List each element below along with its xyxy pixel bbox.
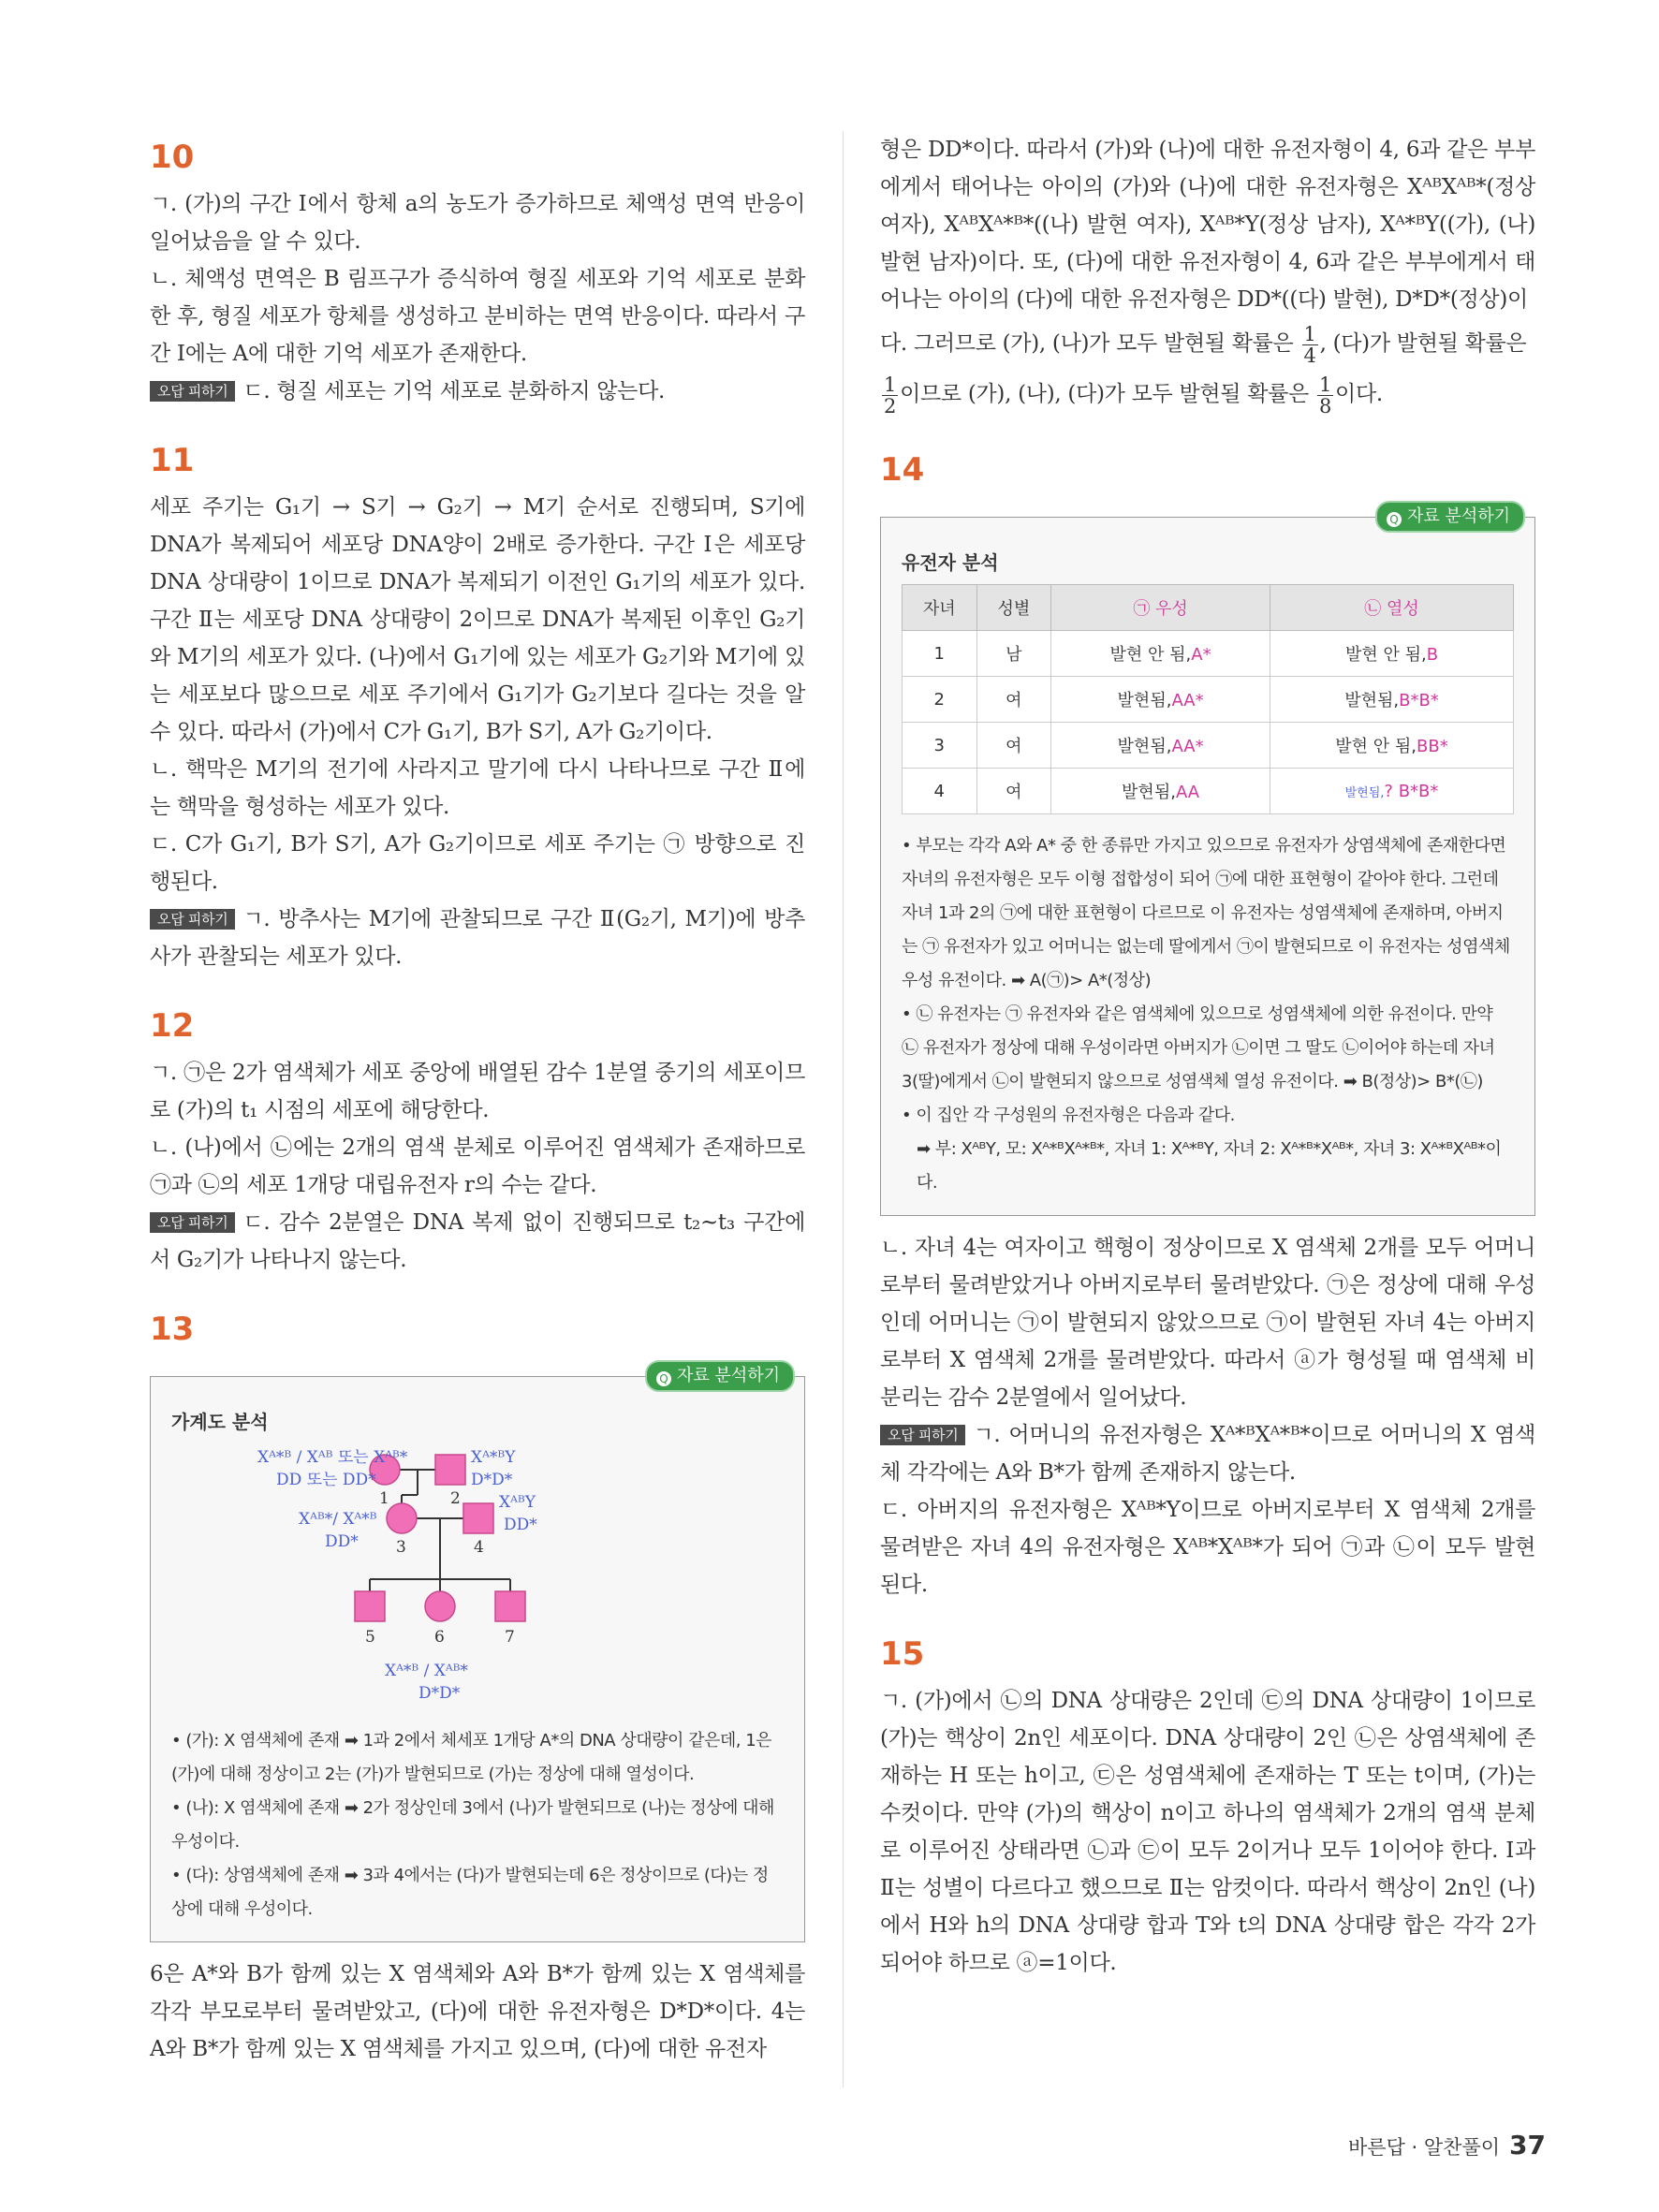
cell-text: 발현됨, bbox=[1117, 691, 1172, 710]
fraction-1-2 bbox=[882, 374, 898, 417]
box-title: 가계도 분석 bbox=[171, 1411, 269, 1433]
female-6 bbox=[425, 1591, 455, 1621]
cell-dominant bbox=[1051, 769, 1270, 814]
pedigree-svg bbox=[171, 1443, 784, 1715]
data-analysis-badge bbox=[645, 1360, 795, 1392]
q13-cont-text-b: , (다)가 발현될 확률은 bbox=[1319, 331, 1527, 356]
female-3 bbox=[387, 1503, 417, 1533]
label-1-d: DD 또는 DD* bbox=[276, 1471, 376, 1489]
label-1-x: Xᴬ*ᴮ / Xᴬᴮ 또는 Xᴬᴮ* bbox=[257, 1448, 408, 1467]
label-2-d: D*D* bbox=[471, 1471, 513, 1489]
num-7: 7 bbox=[505, 1628, 515, 1647]
cell-text: 발현 안 됨, bbox=[1109, 645, 1192, 665]
cell-child: 1 bbox=[903, 631, 977, 677]
header-sex: 성별 bbox=[976, 585, 1051, 631]
wrong-answer-tag: 오답 피하기 bbox=[150, 909, 235, 930]
q10-para-1: ㄱ. (가)의 구간 Ⅰ에서 항체 a의 농도가 증가하므로 체액성 면역 반응이 일어났음을 알 수 있다. bbox=[150, 192, 805, 254]
cell-text: 발현됨, bbox=[1344, 785, 1385, 800]
q13-cont-text-d: 이다. bbox=[1335, 382, 1383, 406]
label-4-x: XᴬᴮY bbox=[499, 1493, 536, 1512]
num-3: 3 bbox=[396, 1538, 406, 1557]
box-title: 유전자 분석 bbox=[902, 551, 999, 574]
gene-analysis-box bbox=[880, 506, 1535, 1216]
frac-den: 2 bbox=[884, 394, 897, 417]
cell-genotype: B*B* bbox=[1399, 691, 1439, 710]
cell-dominant bbox=[1051, 677, 1270, 723]
gene-table bbox=[902, 584, 1514, 814]
cell-child: 2 bbox=[903, 677, 977, 723]
table-row bbox=[903, 631, 1514, 677]
q11-para-1: 세포 주기는 G₁기 → S기 → G₂기 → M기 순서로 진행되며, S기에 DNA가 복제되어 세포당 DNA양이 2배로 증가한다. 구간 Ⅰ은 세포당 DNA 상대량이 1이므로 DNA가 복제되기 이전인 G₁기의 세포가 있다. 구간 Ⅱ는 세포당 DNA 상대량이 2이므로 DNA가 복제된 이후인 G₂기와 M기의 세포가 있다. (나)에서 G₁기에 있는 세포가 G₂기와 M기에 있는 세포보다 많으므로 세포 주기에서 G₁기가 G₂기보다 길다는 것을 알 수 있다. 따라서 (가)에서 C가 G₁기, B가 S기, A가 G₂기이다. bbox=[150, 495, 805, 744]
pedigree-analysis-box bbox=[150, 1366, 805, 1942]
q11-para-4-text: ㄱ. 방추사는 M기에 관찰되므로 구간 Ⅱ(G₂기, M기)에 방추사가 관찰되는 세포가 있다. bbox=[150, 907, 805, 969]
cell-genotype: AA* bbox=[1171, 737, 1204, 756]
num-4: 4 bbox=[474, 1538, 484, 1557]
label-4-d: DD* bbox=[504, 1516, 537, 1534]
wrong-answer-tag: 오답 피하기 bbox=[150, 1212, 235, 1233]
data-analysis-badge bbox=[1375, 501, 1525, 533]
q13-cont-para-2 bbox=[880, 318, 1535, 369]
male-2 bbox=[435, 1455, 465, 1485]
frac-num: 1 bbox=[1303, 322, 1316, 345]
cell-text: 발현 안 됨, bbox=[1344, 645, 1427, 665]
cell-text: 발현됨, bbox=[1117, 737, 1172, 756]
male-5 bbox=[355, 1591, 385, 1621]
q13-bullet-1: • (가): X 염색체에 존재 ➡ 1과 2에서 체세포 1개당 A*의 DNA 상대량이 같은데, 1은 (가)에 대해 정상이고 2는 (가)가 발현되므로 (가)는 정상에 대해 열성이다. bbox=[171, 1731, 772, 1784]
cell-genotype: BB* bbox=[1417, 737, 1448, 756]
cell-sex: 남 bbox=[976, 631, 1051, 677]
cell-dominant bbox=[1051, 723, 1270, 769]
table-row bbox=[903, 677, 1514, 723]
cell-recessive bbox=[1270, 723, 1514, 769]
cell-recessive bbox=[1270, 631, 1514, 677]
male-7 bbox=[495, 1591, 525, 1621]
q15-para-1: ㄱ. (가)에서 ㉡의 DNA 상대량은 2인데 ㉢의 DNA 상대량이 1이므로 (가)는 핵상이 2n인 세포이다. DNA 상대량이 2인 ㉡은 상염색체에 존재하는 H 또는 h이고, ㉢은 성염색체에 존재하는 T 또는 t이며, (가)는 수컷이다. 만약 (가)의 핵상이 n이고 하나의 염색체가 2개의 염색 분체로 이루어진 상태라면 ㉡과 ㉢이 모두 2이거나 모두 1이어야 한다. Ⅰ과 Ⅱ는 성별이 다르다고 했으므로 Ⅱ는 암컷이다. 따라서 핵상이 2n인 (나)에서 H와 h의 DNA 상대량 합과 T와 t의 DNA 상대량 합은 각각 2가 되어야 하므로 ⓐ=1이다. bbox=[880, 1689, 1535, 1975]
num-2: 2 bbox=[450, 1489, 461, 1508]
frac-num: 1 bbox=[1318, 373, 1332, 396]
table-header-row bbox=[903, 585, 1514, 631]
cell-genotype: AA* bbox=[1171, 691, 1204, 710]
q11-para-2: ㄴ. 핵막은 M기의 전기에 사라지고 말기에 다시 나타나므로 구간 Ⅱ에는 핵막을 형성하는 세포가 있다. bbox=[150, 757, 805, 819]
label-3-d: DD* bbox=[325, 1532, 359, 1551]
pedigree-chart bbox=[171, 1443, 784, 1715]
label-6-x: Xᴬ*ᴮ / Xᴬᴮ* bbox=[385, 1662, 468, 1680]
fraction-1-4 bbox=[1302, 324, 1318, 366]
q12-para-2: ㄴ. (나)에서 ㉡에는 2개의 염색 분체로 이루어진 염색체가 존재하므로 ㉠과 ㉡의 세포 1개당 대립유전자 r의 수는 같다. bbox=[150, 1135, 805, 1197]
q11-para-4 bbox=[150, 901, 805, 975]
q11-para-3: ㄷ. C가 G₁기, B가 S기, A가 G₂기이므로 세포 주기는 ㉠ 방향으로 진행된다. bbox=[150, 832, 805, 894]
q10-para-3 bbox=[150, 373, 805, 410]
right-column bbox=[880, 131, 1535, 1982]
q10-para-3-text: ㄷ. 형질 세포는 기억 세포로 분화하지 않는다. bbox=[242, 379, 666, 403]
cell-dominant bbox=[1051, 631, 1270, 677]
q14-para-2-text: ㄱ. 어머니의 유전자형은 Xᴬ*ᴮXᴬ*ᴮ*이므로 어머니의 X 염색체 각각에는 A와 B*가 함께 존재하지 않는다. bbox=[880, 1423, 1535, 1485]
cell-child: 4 bbox=[903, 769, 977, 814]
cell-recessive bbox=[1270, 677, 1514, 723]
label-6-d: D*D* bbox=[418, 1684, 461, 1703]
q10-para-2: ㄴ. 체액성 면역은 B 림프구가 증식하여 형질 세포와 기억 세포로 분화한 후, 형질 세포가 항체를 생성하고 분비하는 면역 반응이다. 따라서 구간 Ⅰ에는 A에 대한 기억 세포가 존재한다. bbox=[150, 267, 805, 366]
cell-text: 발현됨, bbox=[1344, 691, 1400, 710]
cell-genotype: B bbox=[1426, 645, 1439, 665]
question-number-13: 13 bbox=[150, 1311, 195, 1348]
magnifier-icon: Q bbox=[1387, 512, 1402, 527]
num-5: 5 bbox=[365, 1628, 375, 1647]
table-row bbox=[903, 769, 1514, 814]
wrong-answer-tag: 오답 피하기 bbox=[150, 381, 235, 402]
q14-para-2 bbox=[880, 1416, 1535, 1491]
cell-sex: 여 bbox=[976, 677, 1051, 723]
page-footer bbox=[1348, 2130, 1546, 2161]
q14-para-3: ㄷ. 아버지의 유전자형은 Xᴬᴮ*Y이므로 아버지로부터 X 염색체 2개를 물려받은 자녀 4의 유전자형은 Xᴬᴮ*Xᴬᴮ*가 되어 ㉠과 ㉡이 모두 발현된다. bbox=[880, 1498, 1535, 1597]
cell-genotype: ? B*B* bbox=[1384, 781, 1439, 801]
table-row bbox=[903, 723, 1514, 769]
cell-child: 3 bbox=[903, 723, 977, 769]
question-number-12: 12 bbox=[150, 1007, 195, 1045]
male-4 bbox=[463, 1503, 493, 1533]
q14-bullet-2: • ㉡ 유전자는 ㉠ 유전자와 같은 염색체에 있으므로 성염색체에 의한 유전이다. 만약 ㉡ 유전자가 정상에 대해 우성이라면 아버지가 ㉡이면 그 딸도 ㉡이어야 하는데 자녀 3(딸)에게서 ㉡이 발현되지 않으므로 성염색체 열성 유전이다. ➡ B(정상)> B*(㉡) bbox=[902, 1004, 1495, 1091]
cell-sex: 여 bbox=[976, 769, 1051, 814]
frac-den: 8 bbox=[1318, 394, 1332, 417]
magnifier-icon: Q bbox=[656, 1371, 671, 1386]
cell-recessive bbox=[1270, 769, 1514, 814]
q13-bullet-3: • (다): 상염색체에 존재 ➡ 3과 4에서는 (다)가 발현되는데 6은 정상이므로 (다)는 정상에 대해 우성이다. bbox=[171, 1866, 769, 1919]
fraction-1-8 bbox=[1317, 374, 1333, 417]
q13-bullet-2: • (나): X 염색체에 존재 ➡ 2가 정상인데 3에서 (나)가 발현되므로 (나)는 정상에 대해 우성이다. bbox=[171, 1798, 774, 1852]
q14-bullet-1: • 부모는 각각 A와 A* 중 한 종류만 가지고 있으므로 유전자가 상염색체에 존재한다면 자녀의 유전자형은 모두 이형 접합성이 되어 ㉠에 대한 표현형이 같아야 한다. 그런데 자녀 1과 2의 ㉠에 대한 표현형이 다르므로 이 유전자는 성염색체에 존재하며, 아버지는 ㉠ 유전자가 있고 어머니는 없는데 딸에게서 ㉠이 발현되므로 이 유전자는 성염색체 우성 유전이다. ➡ A(㉠)> A*(정상) bbox=[902, 836, 1510, 990]
frac-num: 1 bbox=[884, 373, 897, 396]
q13-para-after: 6은 A*와 B가 함께 있는 X 염색체와 A와 B*가 함께 있는 X 염색체를 각각 부모로부터 물려받았고, (다)에 대한 유전자형은 D*D*이다. 4는 A와 B*가 함께 있는 X 염색체를 가지고 있으며, (다)에 대한 유전자 bbox=[150, 1962, 805, 2061]
question-number-15: 15 bbox=[880, 1635, 925, 1673]
q14-para-1: ㄴ. 자녀 4는 여자이고 핵형이 정상이므로 X 염색체 2개를 모두 어머니로부터 물려받았거나 아버지로부터 물려받았다. ㉠은 정상에 대해 우성인데 어머니는 ㉠이 발현되지 않았으므로 ㉠이 발현된 자녀 4는 아버지로부터 X 염색체 2개를 물려받았다. 따라서 ⓐ가 형성될 때 염색체 비분리는 감수 2분열에서 일어났다. bbox=[880, 1236, 1535, 1410]
header-recessive: ㉡ 열성 bbox=[1270, 585, 1514, 631]
num-1: 1 bbox=[379, 1489, 389, 1508]
q12-para-3 bbox=[150, 1204, 805, 1279]
q12-para-1: ㄱ. ㉠은 2가 염색체가 세포 중앙에 배열된 감수 1분열 중기의 세포이므로 (가)의 t₁ 시점의 세포에 해당한다. bbox=[150, 1061, 805, 1122]
q13-cont-para-1: 형은 DD*이다. 따라서 (가)와 (나)에 대한 유전자형이 4, 6과 같은 부부에게서 태어나는 아이의 (가)와 (나)에 대한 유전자형은 XᴬᴮXᴬᴮ*(정상 여자), XᴬᴮXᴬ*ᴮ*((나) 발현 여자), Xᴬᴮ*Y(정상 남자), Xᴬ*ᴮY((가), (나) 발현 남자)이다. 또, (다)에 대한 유전자형이 4, 6과 같은 부부에게서 태어나는 아이의 (다)에 대한 유전자형은 DD*((다) 발현), D*D*(정상)이 bbox=[880, 138, 1535, 312]
q13-cont-para-3 bbox=[880, 369, 1535, 419]
q14-bullet-4: ➡ 부: XᴬᴮY, 모: Xᴬ*ᴮXᴬ*ᴮ*, 자녀 1: Xᴬ*ᴮY, 자녀 2: Xᴬ*ᴮ*Xᴬᴮ*, 자녀 3: Xᴬ*ᴮXᴬᴮ*이다. bbox=[917, 1139, 1502, 1193]
frac-den: 4 bbox=[1303, 344, 1316, 367]
q14-bullet-3: • 이 집안 각 구성원의 유전자형은 다음과 같다. bbox=[902, 1106, 1235, 1125]
q13-cont-text-c: 이므로 (가), (나), (다)가 모두 발현될 확률은 bbox=[900, 382, 1309, 406]
question-number-11: 11 bbox=[150, 442, 195, 479]
badge-label: 자료 분석하기 bbox=[1406, 506, 1510, 526]
q13-cont-text-a: 다. 그러므로 (가), (나)가 모두 발현될 확률은 bbox=[880, 331, 1294, 356]
question-number-14: 14 bbox=[880, 451, 925, 489]
question-number-10: 10 bbox=[150, 139, 195, 176]
wrong-answer-tag: 오답 피하기 bbox=[880, 1425, 965, 1445]
header-child: 자녀 bbox=[903, 585, 977, 631]
cell-text: 발현 안 됨, bbox=[1335, 737, 1417, 756]
page-number: 37 bbox=[1509, 2130, 1546, 2161]
left-column bbox=[150, 131, 805, 2068]
num-6: 6 bbox=[434, 1628, 445, 1647]
header-dominant: ㉠ 우성 bbox=[1051, 585, 1270, 631]
label-3-x: Xᴬᴮ*/ Xᴬ*ᴮ bbox=[299, 1510, 377, 1529]
badge-label: 자료 분석하기 bbox=[676, 1366, 780, 1385]
cell-genotype: AA bbox=[1175, 783, 1200, 802]
cell-text: 발현됨, bbox=[1122, 783, 1176, 802]
q12-para-3-text: ㄷ. 감수 2분열은 DNA 복제 없이 진행되므로 t₂~t₃ 구간에서 G₂기가 나타나지 않는다. bbox=[150, 1210, 805, 1272]
column-divider bbox=[843, 131, 844, 2087]
footer-text: 바른답 · 알찬풀이 bbox=[1348, 2136, 1501, 2159]
label-2-x: Xᴬ*ᴮY bbox=[471, 1448, 516, 1467]
cell-genotype: A* bbox=[1191, 645, 1211, 665]
cell-sex: 여 bbox=[976, 723, 1051, 769]
